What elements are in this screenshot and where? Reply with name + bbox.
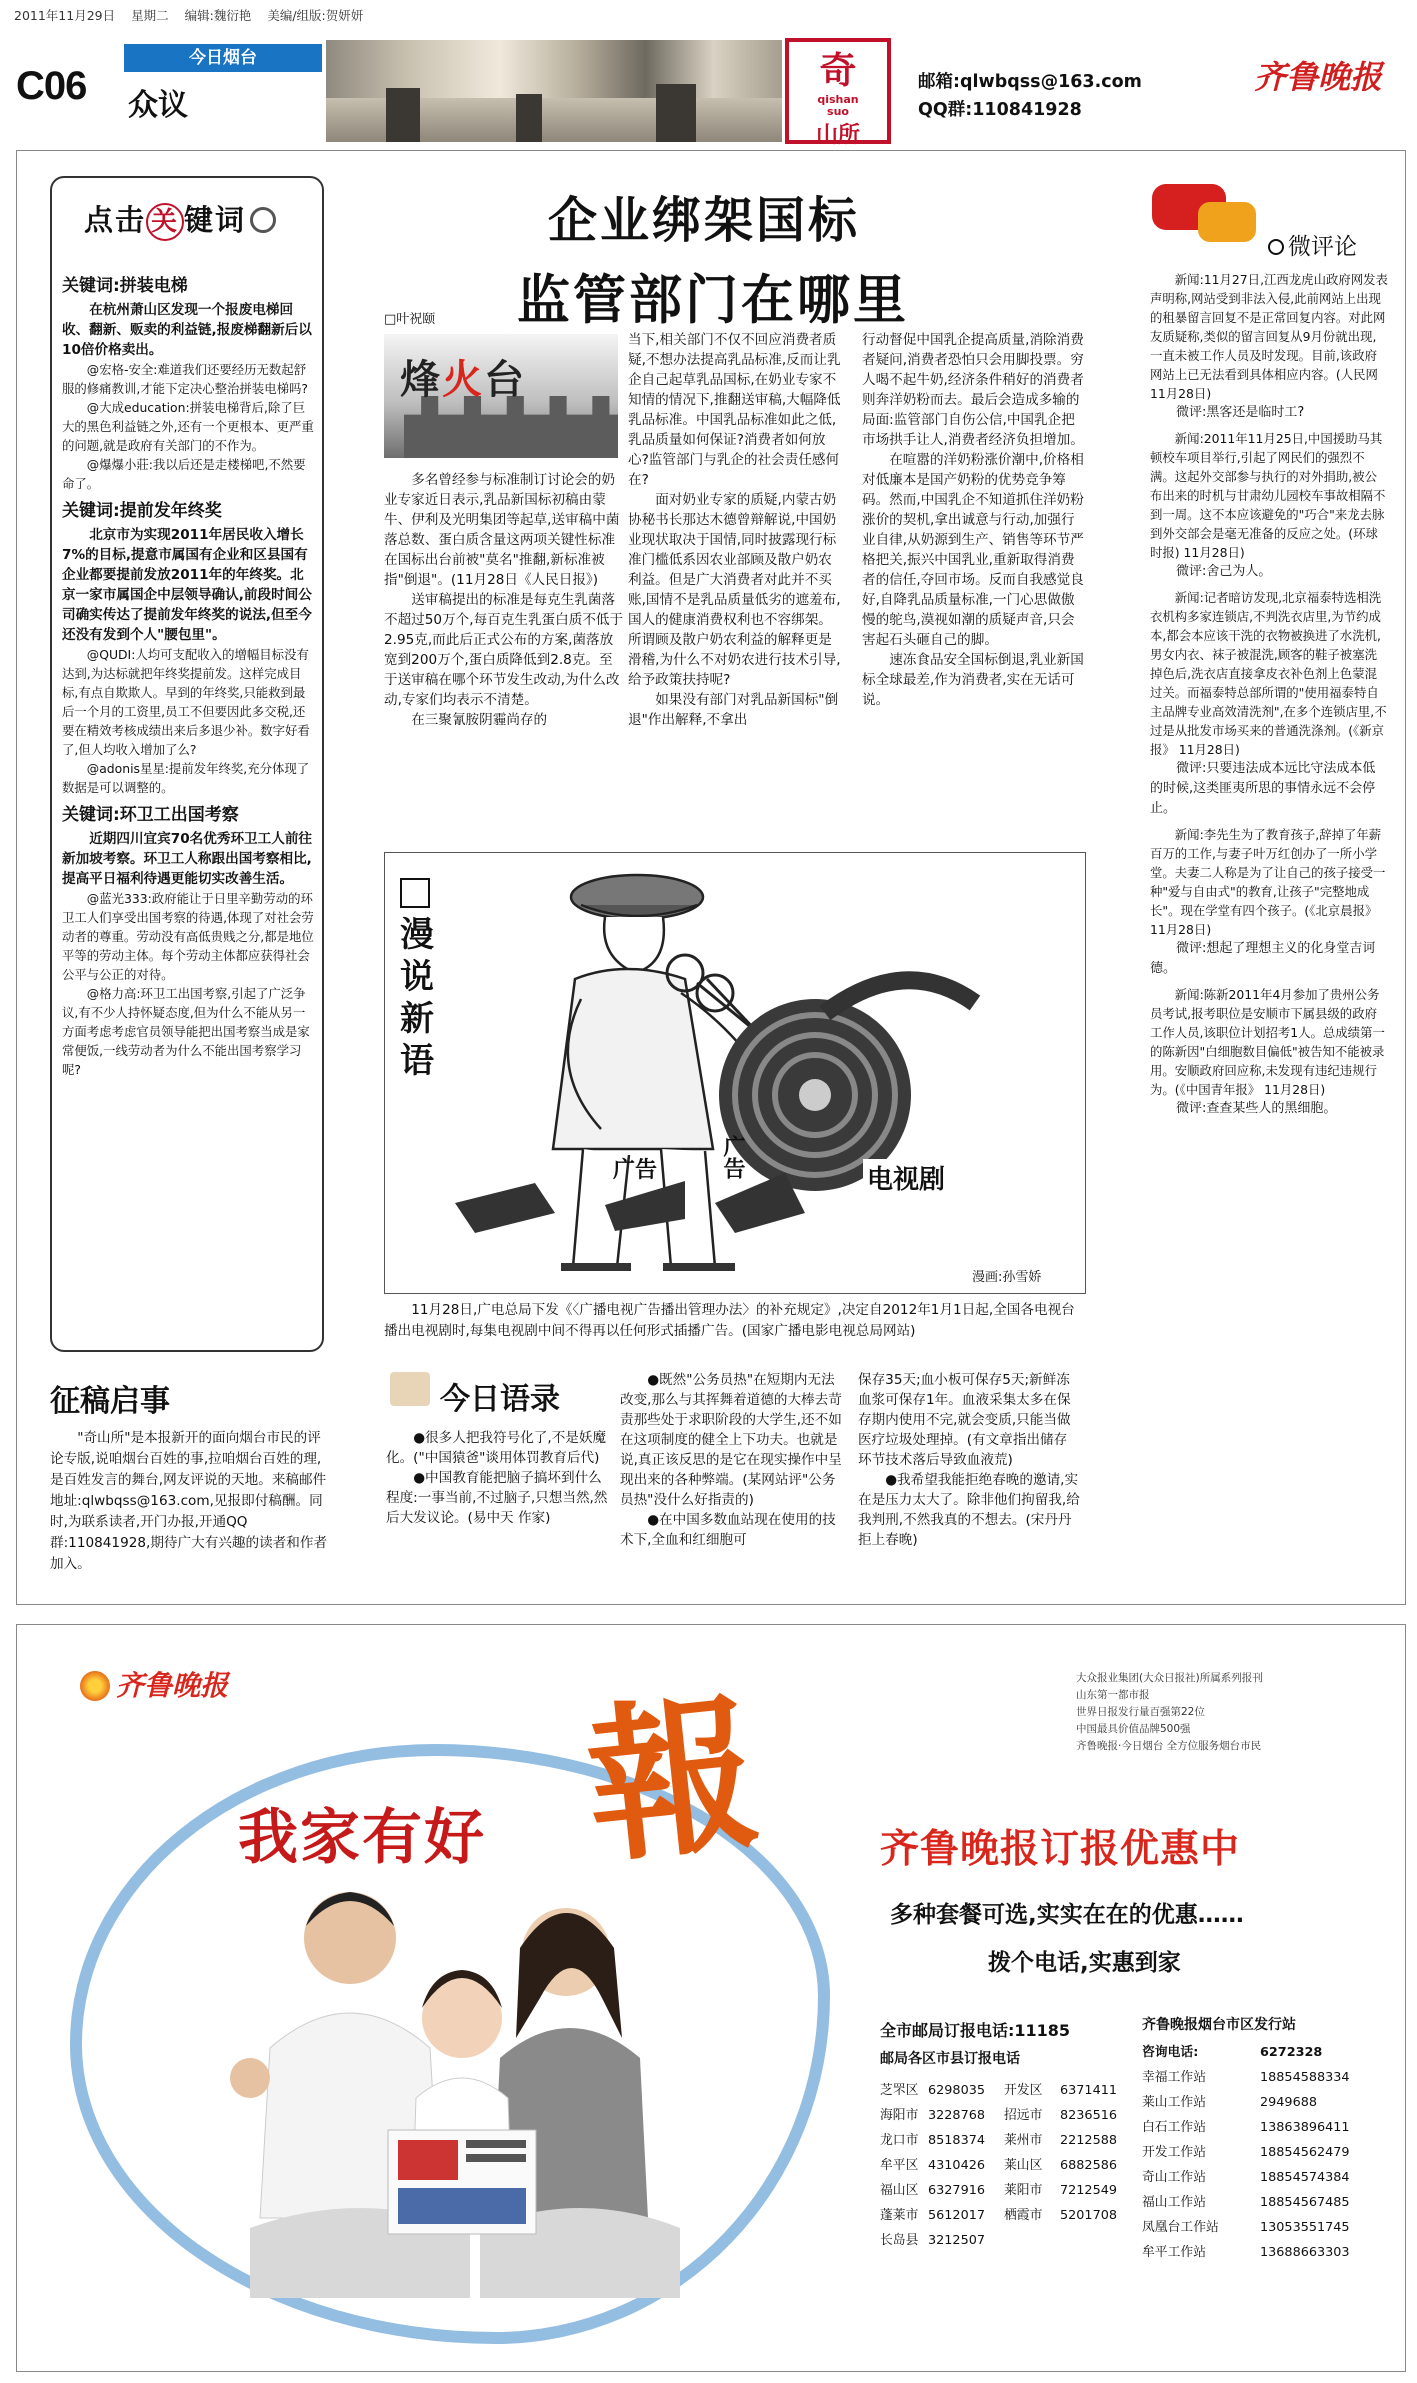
station-row <box>1142 2040 1382 2065</box>
ad-station-table <box>1142 2040 1382 2265</box>
header-meta <box>14 6 375 24</box>
station-row <box>1142 2240 1382 2265</box>
headline-line-1: 企业绑架国标 <box>548 192 861 249</box>
tel-number: 4310426 <box>928 2158 985 2173</box>
tel-row <box>880 2228 1140 2253</box>
ad-slogan: 我家有好 <box>238 1803 486 1873</box>
cartoon-panel <box>384 852 1086 1294</box>
ad-big-character: 報 <box>578 1672 766 1888</box>
keyword-comment: @格力高:环卫工出国考察,引起了广泛争议,有不少人持怀疑态度,但为什么不能从另一方面考虑考虑官员领导能把出国考察当成是家常便饭,一线劳动者为什么不能出国考察学习呢? <box>62 986 310 1077</box>
station-row <box>1142 2090 1382 2115</box>
issue-weekday: 星期二 <box>131 8 169 23</box>
station-number: 13053551745 <box>1260 2220 1350 2235</box>
keyword-comment: @宏格-安全:难道我们还要经历无数起舒服的修痛教训,才能下定决心整治拼装电梯吗? <box>62 362 308 396</box>
ad-tel-main: 全市邮局订报电话:11185 <box>880 2021 1071 2040</box>
keyword-comment: @爆爆小莊:我以后还是走楼梯吧,不然要命了。 <box>62 457 306 491</box>
magnifier-icon <box>250 207 276 233</box>
page-number: C06 <box>16 64 87 108</box>
header-photo <box>326 40 782 142</box>
keyword-item <box>62 274 314 493</box>
weipinglun-answer: 微评:舍己为人。 <box>1176 564 1272 579</box>
weipinglun-item <box>1150 588 1388 819</box>
contact-qq: QQ群:110841928 <box>918 100 1082 120</box>
keyword-news: 北京市为实现2011年居民收入增长7%的目标,提意市属国有企业和区县国有企业都要提前发放2011年的年终奖。北京一家市属国企中层领导确认,前段时间公司确实传达了提前发年终奖的说法,但至今还没有发到个人"腰包里"。 <box>62 527 312 643</box>
weipinglun-answer: 微评:只要违法成本远比守法成本低的时候,这类匪夷所思的事情永远不会停止。 <box>1150 761 1376 816</box>
tel-row <box>880 2103 1140 2128</box>
solicitation-title: 征稿启事 <box>50 1384 170 1419</box>
ad-scrap-1 <box>455 1183 555 1233</box>
keyword-comment: @大成education:拼装电梯背后,除了巨大的黑色利益链之外,还有一个更根本、更严重的问题,就是政府有关部门的不作为。 <box>62 400 314 453</box>
ad-scrap-label: 广告 <box>720 1135 745 1179</box>
station-name: 莱山工作站 <box>1142 2095 1206 2110</box>
today-quotes-title: 今日语录 <box>440 1382 560 1417</box>
book-icon <box>390 1372 430 1406</box>
station-number: 13688663303 <box>1260 2245 1350 2260</box>
station-number: 18854567485 <box>1260 2195 1350 2210</box>
ad-logo: 齐鲁晚报 <box>80 1664 228 1704</box>
station-name: 牟平工作站 <box>1142 2245 1206 2260</box>
tel-number: 8518374 <box>928 2133 985 2148</box>
tel-number: 5201708 <box>1060 2208 1117 2223</box>
tel-area-name: 海阳市 <box>880 2108 919 2123</box>
tel-row <box>880 2203 1140 2228</box>
station-row <box>1142 2140 1382 2165</box>
solicitation-body: "奇山所"是本报新开的面向烟台市民的评论专版,说咱烟台百姓的事,拉咱烟台百姓的理,是百姓发言的舞台,网友评说的天地。来稿邮件地址:qlwbqss@163.com,见报即付稿酬。同时,为联系读者,开门办报,开通QQ群:110841928,期待广大有兴趣的读者和作者加入。 <box>50 1430 328 1572</box>
tel-number: 2212588 <box>1060 2133 1117 2148</box>
tel-number: 8236516 <box>1060 2108 1117 2123</box>
ad-tel-table <box>880 2078 1140 2253</box>
keyword-item <box>62 803 314 1079</box>
tel-number: 3212507 <box>928 2233 985 2248</box>
article-column-3: 行动督促中国乳企提高质量,消除消费者疑问,消费者恐怕只会用脚投票。穷人喝不起牛奶,经济条件稍好的消费者则奔洋奶粉而去。最后会造成多输的局面:监管部门自伤公信,中国乳企把市场拱手让人,消费者经济负担增加。 在喧嚣的洋奶粉涨价潮中,价格相对低廉本是国产奶粉的优势竞争筹码。然而,中国乳企不知道抓住洋奶粉涨价的契机,拿出诚意与行动,加强行业自律,从奶源到生产、销售等环节严格把关,振兴中国乳业,重新取得消费者的信任,夺回市场。反而自我感觉良好,自降乳品质量标准,一门心思做傲慢的鸵鸟,漠视如潮的质疑声音,只会害起石头砸自己的脚。 速冻食品安全国标倒退,乳业新国标全球最差,作为消费者,实在无话可说。 <box>862 332 1084 708</box>
tel-area-name <box>1004 2228 1060 2253</box>
contact-email[interactable]: 邮箱:qlwbqss@163.com <box>918 72 1142 92</box>
tel-number: 6298035 <box>928 2083 985 2098</box>
article-author: □叶祝颐 <box>384 312 436 327</box>
article-column-2: 当下,相关部门不仅不回应消费者质疑,不想办法提高乳品标准,反而让乳企自己起草乳品国标,在奶业专家不知情的情况下,推翻送审稿,大幅降低乳品标准。中国乳品标准如此之低,乳品质量如何保证?消费者如何放心?监管部门与乳企的社会责任感何在? 面对奶业专家的质疑,内蒙古奶协秘书长那达木德曾辩解说,中国奶业现状取决于国情,同时披露现行标准门槛低系因农业部顾及散户奶农利益。但是广大消费者对此并不买账,国情不是乳品质量低劣的遮羞布,国人的健康消费权利也不容绑架。所谓顾及散户奶农利益的解释更是滑稽,为什么不对奶农进行技术引导,给予政策扶持呢? 如果没有部门对乳品新国标"倒退"作出解释,不拿出 <box>628 332 841 728</box>
station-name: 白石工作站 <box>1142 2120 1206 2135</box>
issue-date: 2011年11月29日 <box>14 8 116 23</box>
weipinglun-answer: 微评:想起了理想主义的化身堂吉诃德。 <box>1150 941 1376 976</box>
quotes-column-1: ●很多人把我符号化了,不是妖魔化。("中国猿爸"谈用体罚教育后代) ●中国教育能把脑子搞坏到什么程度:一事当前,不过脑子,只想当然,然后大发议论。(易中天 作家) <box>386 1430 608 1526</box>
station-name: 开发工作站 <box>1142 2145 1206 2160</box>
fenghuotai-logo: 烽火台 <box>384 334 618 458</box>
sun-icon <box>80 1671 110 1701</box>
tel-area-name: 龙口市 <box>880 2133 919 2148</box>
station-row <box>1142 2115 1382 2140</box>
tel-number: 6327916 <box>928 2183 985 2198</box>
tel-area-name: 莱阳市 <box>1004 2183 1043 2198</box>
keyword-news: 在杭州萧山区发现一个报废电梯回收、翻新、贩卖的利益链,报废梯翻新后以10倍价格卖出。 <box>62 302 312 358</box>
tel-area-name: 福山区 <box>880 2183 919 2198</box>
column-logo-qishansuo: 奇 qishan suo 山所 <box>785 38 891 144</box>
tel-number: 5612017 <box>928 2208 985 2223</box>
weipinglun-item <box>1150 270 1388 423</box>
weipinglun-news: 新闻:11月27日,江西龙虎山政府网发表声明称,网站受到非法入侵,此前网站上出现的租暴留言回复不是正常回复内容。对此网友质疑称,类似的留言回复从9月份就出现,一直未被工作人员及时发现。目前,该政府网站上已无法看到具体相应内容。(人民网 11月28日) <box>1150 272 1388 401</box>
station-name: 幸福工作站 <box>1142 2070 1206 2085</box>
keywords-title: 点击 关 键词 <box>84 198 276 241</box>
tel-number: 7212549 <box>1060 2183 1117 2198</box>
keyword-heading: 关键词:拼装电梯 <box>62 276 188 296</box>
station-number: 18854562479 <box>1260 2145 1350 2160</box>
quotes-column-2: ●既然"公务员热"在短期内无法改变,那么与其挥舞着道德的大棒去苛责那些处于求职阶段的大学生,还不如在这项制度的健全上下功夫。也就是说,真正该反思的是它在现实操作中呈现出来的各种弊端。(某网站评"公务员热"没什么好指责的) ●在中国多数血站现在使用的技术下,全血和红细胞可 <box>620 1372 842 1548</box>
tel-area-name: 长岛县 <box>880 2233 919 2248</box>
weipinglun-answer: 微评:查查某些人的黑细胞。 <box>1176 1101 1337 1116</box>
cartoon-column-label: 漫说新语 <box>400 878 450 1082</box>
weipinglun-news: 新闻:陈新2011年4月参加了贵州公务员考试,报考职位是安顺市下属县级的政府工作人员,该职位计划招考1人。总成绩第一的陈新因"白细胞数目偏低"被告知不能被录用。安顺政府回应称,未发现有违纪违规行为。(《中国青年报》 11月28日) <box>1150 987 1385 1097</box>
station-number: 18854574384 <box>1260 2170 1350 2185</box>
weipinglun-news: 新闻:李先生为了教育孩子,辞掉了年薪百万的工作,与妻子叶万红创办了一所小学堂。夫妻二人称是为了让自己的孩子接受一种"爱与自由式"的教育,让孩子"完整地成长"。现在学堂有四个孩子。(《北京晨报》 11月28日) <box>1150 827 1386 937</box>
station-number: 18854588334 <box>1260 2070 1350 2085</box>
ad-tel-county-label: 邮局各区市县订报电话 <box>880 2051 1020 2067</box>
cartoon-credit: 漫画:孙雪娇 <box>972 1270 1042 1285</box>
ad-small-info: 大众报业集团(大众日报社)所属系列报刊 山东第一都市报 世界日报发行量百强第22位 中国最具价值品牌500强 齐鲁晚报·今日烟台 全方位服务烟台市民 <box>1076 1672 1263 1752</box>
tel-number: 3228768 <box>928 2108 985 2123</box>
weipinglun-answer: 微评:黑客还是临时工? <box>1176 405 1305 420</box>
weipinglun-news: 新闻:2011年11月25日,中国援助马其顿校车项目举行,引起了网民们的强烈不满。这起外交部参与执行的对外捐助,被公布出来的时机与甘肃幼儿园校车事故相隔不到一周。这不本应该避免的"巧合"来龙去脉到外交部会是毫无准备的反应之处。(环球时报) 11月28日) <box>1150 431 1386 560</box>
weipinglun-item <box>1150 825 1388 979</box>
paper-logo: 齐鲁晚报 <box>1254 58 1383 96</box>
weipinglun-news: 新闻:记者暗访发现,北京福泰特选相洗衣机构多家连锁店,不判洗衣店里,为节约成本,都会本应该干洗的衣物被换进了水洗机,男女内衣、袜子被混洗,顾客的鞋子被塞洗掉色后,洗衣店直接拿皮衣补色剂上色蒙混过关。而福泰特总部所谓的"使用福泰特自主品牌专业高效清洗剂",在多个连锁店里,不过是从批发市场买来的普通洗涤剂。(《新京报》 11月28日) <box>1150 590 1387 757</box>
keyword-item <box>62 499 314 797</box>
station-name: 奇山工作站 <box>1142 2170 1206 2185</box>
tel-row <box>880 2128 1140 2153</box>
keyword-heading: 关键词:环卫工出国考察 <box>62 805 239 825</box>
keyword-news: 近期四川宜宾70名优秀环卫工人前往新加坡考察。环卫工人称跟出国考察相比,提高平日福利待遇更能切实改善生活。 <box>62 831 313 887</box>
section-title: 众议 <box>128 88 188 123</box>
editor-credit: 编辑:魏衍艳 <box>184 8 252 23</box>
weipinglun-title: 微评论 <box>1268 228 1357 261</box>
tel-row <box>880 2153 1140 2178</box>
speech-bubble-icon <box>1198 202 1256 242</box>
tel-area-name: 芝罘区 <box>880 2083 919 2098</box>
weipinglun-list <box>1150 270 1388 1125</box>
quotes-column-3: 保存35天;血小板可保存5天;新鲜冻血浆可保存1年。血液采集太多在保存期内使用不完,就会变质,只能当做医疗垃圾处理掉。(有文章指出储存环节技术落后导致血液荒) ●我希望我能拒绝春晚的邀请,实在是压力太大了。除非他们拘留我,给我判刑,不然我真的不想去。(宋丹丹拒上春晚) <box>858 1372 1080 1548</box>
station-name: 咨询电话: <box>1142 2045 1199 2060</box>
ad-station-title: 齐鲁晚报烟台市区发行站 <box>1142 2017 1296 2033</box>
tel-row <box>880 2078 1140 2103</box>
station-number: 2949688 <box>1260 2095 1317 2110</box>
tel-number: 6882586 <box>1060 2158 1117 2173</box>
keyword-comment: @蓝光333:政府能让于日里辛勤劳动的环卫工人们享受出国考察的待遇,体现了对社会劳动者的尊重。劳动没有高低贵贱之分,都是地位平等的劳动主体。每个劳动主体都应获得社会公平与公正的对待。 <box>62 891 314 982</box>
tel-area-name: 牟平区 <box>880 2158 919 2173</box>
station-row <box>1142 2215 1382 2240</box>
station-number: 6272328 <box>1260 2045 1323 2060</box>
keyword-comment: @adonis星星:提前发年终奖,充分体现了数据是可以调整的。 <box>62 761 310 795</box>
family-photo <box>230 1868 690 2328</box>
tel-area-name: 栖霞市 <box>1004 2208 1043 2223</box>
cartoon-illustration <box>385 853 1086 1294</box>
article-column-1: 多名曾经参与标准制订讨论会的奶业专家近日表示,乳品新国标初稿由蒙牛、伊利及光明集团等起草,送审稿中菌落总数、蛋白质含量这两项关键性标准在国标出台前被"莫名"推翻,新标准被指"倒退"。(11月28日《人民日报》) 送审稿提出的标准是每克生乳菌落不超过50万个,每百克生乳蛋白质不低于2.95克,而此后正式公布的方案,菌落放宽到200万个,蛋白质降低到2.8克。至于送审稿在哪个环节发生改动,为什么改动,专家们均表示不清楚。 在三聚氰胺阴霾尚存的 <box>384 472 624 728</box>
reel-label: 电视剧 <box>863 1159 949 1196</box>
weipinglun-item <box>1150 429 1388 582</box>
tel-area-name: 蓬莱市 <box>880 2208 919 2223</box>
tel-number: 6371411 <box>1060 2083 1117 2098</box>
cartoon-caption: 11月28日,广电总局下发《〈广播电视广告播出管理办法〉的补充规定》,决定自2012年1月1日起,全国各电视台播出电视剧时,每集电视剧中间不得再以任何形式插播广告。(国家广播电影电视总局网站) <box>384 1302 1075 1339</box>
station-number: 13863896411 <box>1260 2120 1350 2135</box>
station-row <box>1142 2190 1382 2215</box>
tel-area-name: 招远市 <box>1004 2108 1043 2123</box>
keywords-list <box>62 268 314 1079</box>
tel-area-name: 开发区 <box>1004 2083 1043 2098</box>
station-row <box>1142 2065 1382 2090</box>
tel-area-name: 莱山区 <box>1004 2158 1043 2173</box>
ad-tagline-1: 多种套餐可选,实实在在的优惠…… <box>890 1902 1244 1928</box>
tel-row <box>880 2178 1140 2203</box>
tel-area-name: 莱州市 <box>1004 2133 1043 2148</box>
keyword-heading: 关键词:提前发年终奖 <box>62 501 222 521</box>
headline-line-2: 监管部门在哪里 <box>517 270 909 331</box>
designer-credit: 美编/组版:贺妍妍 <box>267 8 364 23</box>
station-name: 凤凰台工作站 <box>1142 2220 1219 2235</box>
weipinglun-item <box>1150 985 1388 1119</box>
station-row <box>1142 2165 1382 2190</box>
section-banner: 今日烟台 <box>124 44 322 72</box>
ad-scrap-label: 广告 <box>613 1158 658 1183</box>
ad-tagline-2: 拨个电话,实惠到家 <box>988 1950 1181 1976</box>
keyword-comment: @QUDI:人均可支配收入的增幅目标没有达到,为达标就把年终奖提前发。这样完成目标,有点自欺欺人。早到的年终奖,只能救到最后一个月的工资里,员工不但要因此多交税,还要在精效考核成绩出来后多退少补。数字好看了,但人均收入增加了么? <box>62 647 310 757</box>
station-name: 福山工作站 <box>1142 2195 1206 2210</box>
ad-title: 齐鲁晚报订报优惠中 <box>880 1827 1241 1872</box>
tel-number <box>1060 2228 1136 2253</box>
